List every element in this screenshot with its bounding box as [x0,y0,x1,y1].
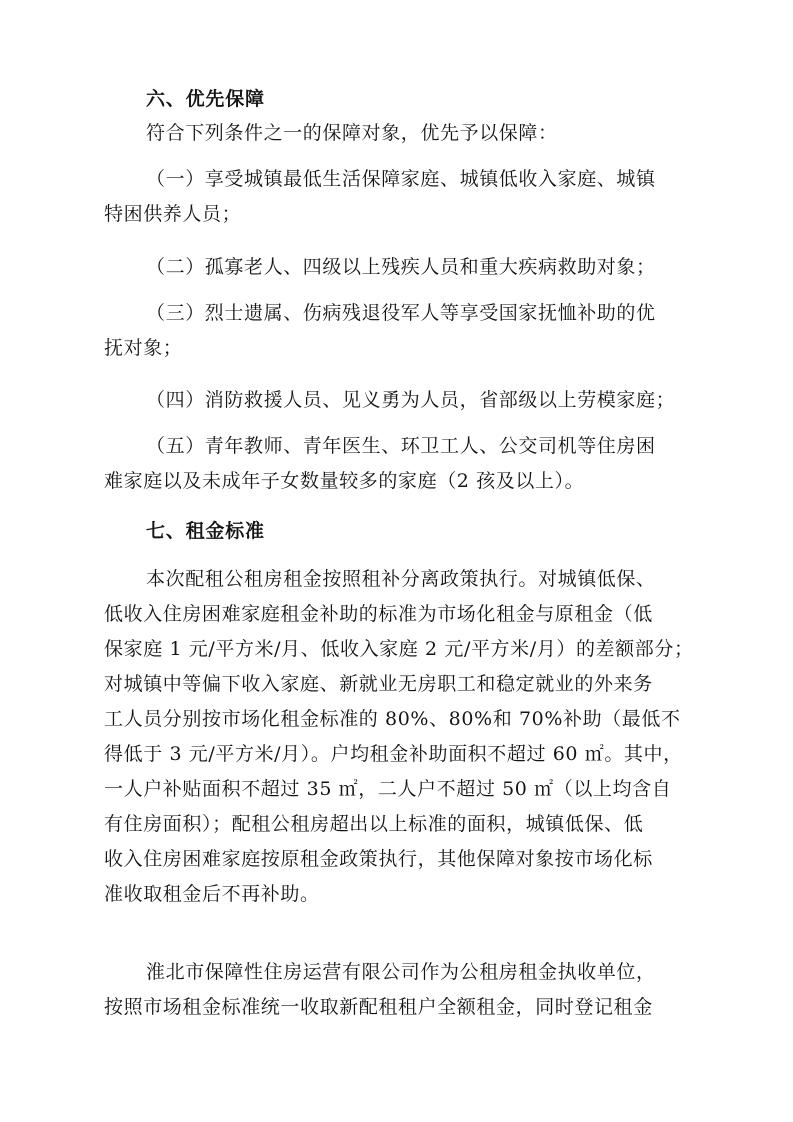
paragraph-line: 有住房面积）；配租公租房超出以上标准的面积，城镇低保、低 [104,813,644,835]
paragraph-line: 收入住房困难家庭按原租金政策执行，其他保障对象按市场化标 [104,848,653,870]
list-item-line: 难家庭以及未成年子女数量较多的家庭（2 孩及以上）。 [104,470,585,492]
section6-intro [104,116,700,151]
list-item-2 [104,250,700,285]
list-item-line: （三）烈士遗属、伤病残退役军人等享受国家抚恤补助的优 [146,302,656,324]
paragraph-line: 一人户补贴面积不超过 35 ㎡，二人户不超过 50 ㎡（以上均含自 [104,778,672,800]
list-item-line: 抚对象； [104,337,183,359]
paragraph-line: 准收取租金后不再补助。 [104,883,320,905]
section-heading-7: 七、租金标准 [146,520,265,542]
list-item-line: （二）孤寡老人、四级以上残疾人员和重大疾病救助对象； [146,256,656,278]
list-item-5 [104,429,700,499]
list-item-line: （五）青年教师、青年医生、环卫工人、公交司机等住房困 [146,435,656,457]
list-item-1 [104,162,700,232]
section-heading-6: 六、优先保障 [146,88,265,110]
paragraph-line: 工人员分别按市场化租金标准的 80%、80%和 70%补助（最低不 [104,708,681,730]
paragraph-line: 淮北市保障性住房运营有限公司作为公租房租金执收单位， [146,961,656,983]
list-item-line: 特困供养人员； [104,203,242,225]
paragraph-line: 低收入住房困难家庭租金补助的标准为市场化租金与原租金（低 [104,603,653,625]
paragraph-line: 得低于 3 元/平方米/月）。户均租金补助面积不超过 60 ㎡。其中， [104,743,683,765]
list-item-3 [104,296,700,366]
intro-line: 符合下列条件之一的保障对象，优先予以保障： [146,122,558,144]
paragraph-line: 对城镇中等偏下收入家庭、新就业无房职工和稳定就业的外来务 [104,673,653,695]
paragraph-line: 按照市场租金标准统一收取新配租租户全额租金，同时登记租金 [104,996,653,1018]
section7-paragraph-2 [104,955,700,1025]
list-item-line: （四）消防救援人员、见义勇为人员，省部级以上劳模家庭； [146,389,676,411]
list-item-4 [104,383,700,418]
section7-paragraph-1 [104,562,700,912]
list-item-line: （一）享受城镇最低生活保障家庭、城镇低收入家庭、城镇 [146,168,656,190]
paragraph-line: 保家庭 1 元/平方米/月、低收入家庭 2 元/平方米/月）的差额部分； [104,638,694,660]
paragraph-line: 本次配租公租房租金按照租补分离政策执行。对城镇低保、 [146,568,656,590]
